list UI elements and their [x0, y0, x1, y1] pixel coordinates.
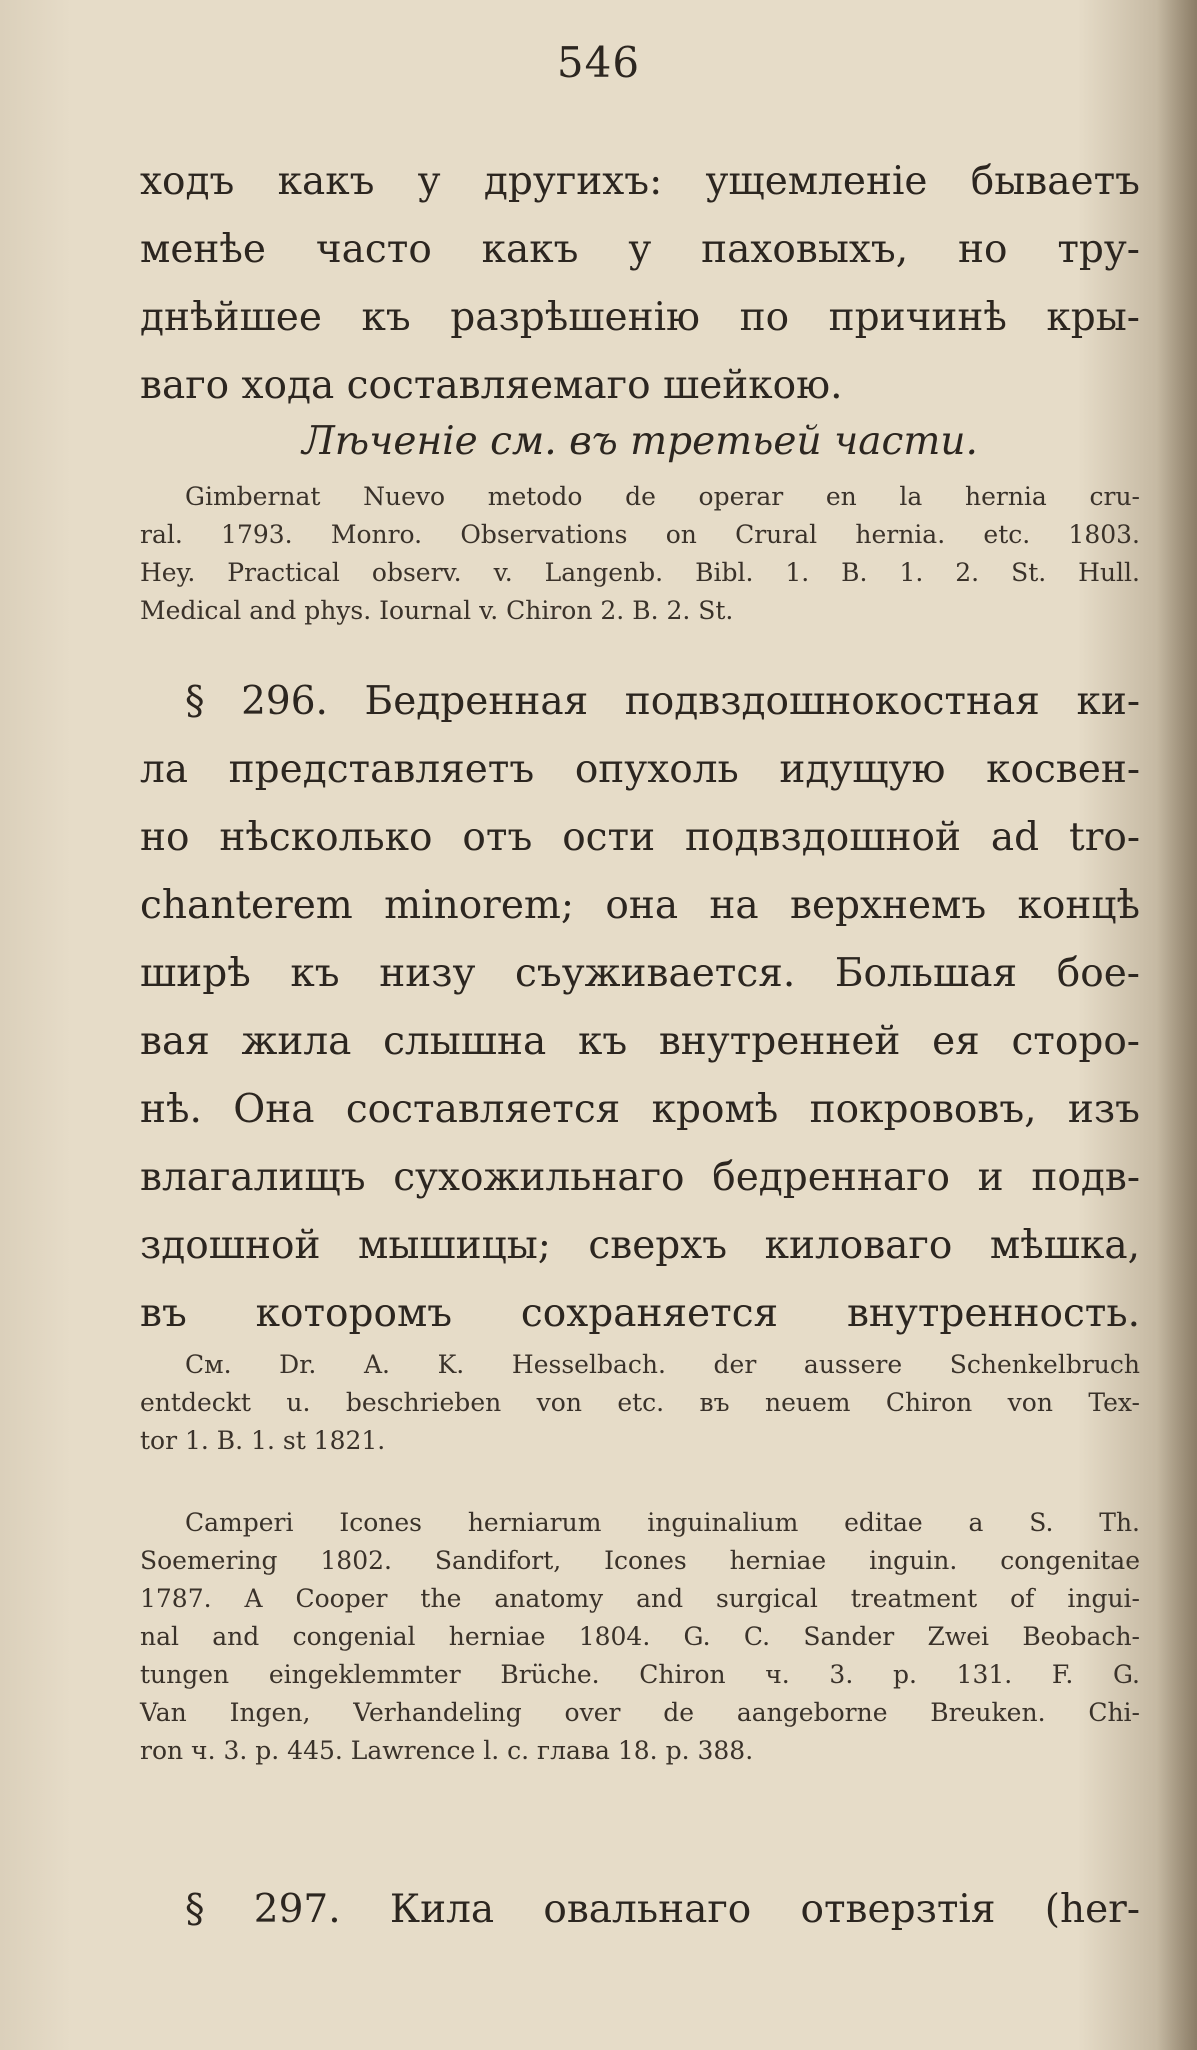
- paragraph-hernia-course: [140, 148, 1140, 420]
- text-line: здошной мышицы; сверхъ киловаго мѣшка,: [140, 1223, 1140, 1268]
- reference-line: Medical and phys. Iournal v. Chiron 2. B. 2. St.: [140, 596, 734, 625]
- text-line: вая жила слышна къ внутренней ея сторо-: [140, 1019, 1140, 1064]
- references-crural-hernia: [140, 478, 1140, 630]
- reference-line: 1787. A Cooper the anatomy and surgical treatment of ingui-: [140, 1584, 1140, 1613]
- text-line: въ которомъ сохраняется внутренность.: [140, 1291, 1140, 1336]
- references-inguinal-hernia: [140, 1504, 1140, 1770]
- text-line: менѣе часто какъ у паховыхъ, но тру-: [140, 227, 1140, 272]
- treatment-heading: [140, 408, 1140, 476]
- page-edge-shadow: [1157, 0, 1197, 2050]
- reference-line: ral. 1793. Monro. Observations on Crural hernia. etc. 1803.: [140, 520, 1140, 549]
- section-296: [140, 668, 1140, 1348]
- text-line: ла представляетъ опухоль идущую косвен-: [140, 747, 1140, 792]
- references-hesselbach: [140, 1346, 1140, 1460]
- reference-line: nal and congenial herniae 1804. G. C. Sander Zwei Beobach-: [140, 1622, 1140, 1651]
- reference-line: entdeckt u. beschrieben von etc. въ neuem Chiron von Tex-: [140, 1388, 1140, 1417]
- text-line: ширѣ къ низу съуживается. Большая бое-: [140, 951, 1140, 996]
- text-line: но нѣсколько отъ ости подвздошной ad tro-: [140, 815, 1140, 860]
- reference-line: Hey. Practical observ. v. Langenb. Bibl. 1. B. 1. 2. St. Hull.: [140, 558, 1140, 587]
- text-line: ваго хода составляемаго шейкою.: [140, 363, 843, 408]
- treatment-reference: Лѣченіе см. въ третьей части.: [302, 419, 978, 464]
- text-line: нѣ. Она составляется кромѣ покрововъ, изъ: [140, 1087, 1140, 1132]
- text-line: ходъ какъ у другихъ: ущемленіе бываетъ: [140, 159, 1140, 204]
- section-297: [140, 1876, 1140, 1944]
- reference-line: См. Dr. A. K. Hesselbach. der aussere Schenkelbruch: [185, 1350, 1140, 1379]
- section-heading-line: § 296. Бедренная подвздошнокостная ки-: [185, 679, 1140, 724]
- reference-line: Camperi Icones herniarum inguinalium editae a S. Th.: [185, 1508, 1140, 1537]
- reference-line: ron ч. 3. p. 445. Lawrence l. c. глава 18. p. 388.: [140, 1736, 754, 1765]
- reference-line: tungen eingeklemmter Brüche. Chiron ч. 3. p. 131. F. G.: [140, 1660, 1140, 1689]
- reference-line: Van Ingen, Verhandeling over de aangeborne Breuken. Chi-: [140, 1698, 1140, 1727]
- page-number: 546: [556, 38, 641, 87]
- reference-line: Gimbernat Nuevo metodo de operar en la hernia cru-: [185, 482, 1140, 511]
- reference-line: Soemering 1802. Sandifort, Icones herniae inguin. congenitae: [140, 1546, 1140, 1575]
- section-heading-line: § 297. Кила овальнаго отверзтія (her-: [185, 1887, 1140, 1932]
- text-line: chanterem minorem; она на верхнемъ концѣ: [140, 883, 1140, 928]
- reference-line: tor 1. B. 1. st 1821.: [140, 1426, 386, 1455]
- text-line: влагалищъ сухожильнаго бедреннаго и подв-: [140, 1155, 1140, 1200]
- text-line: днѣйшее къ разрѣшенію по причинѣ кры-: [140, 295, 1140, 340]
